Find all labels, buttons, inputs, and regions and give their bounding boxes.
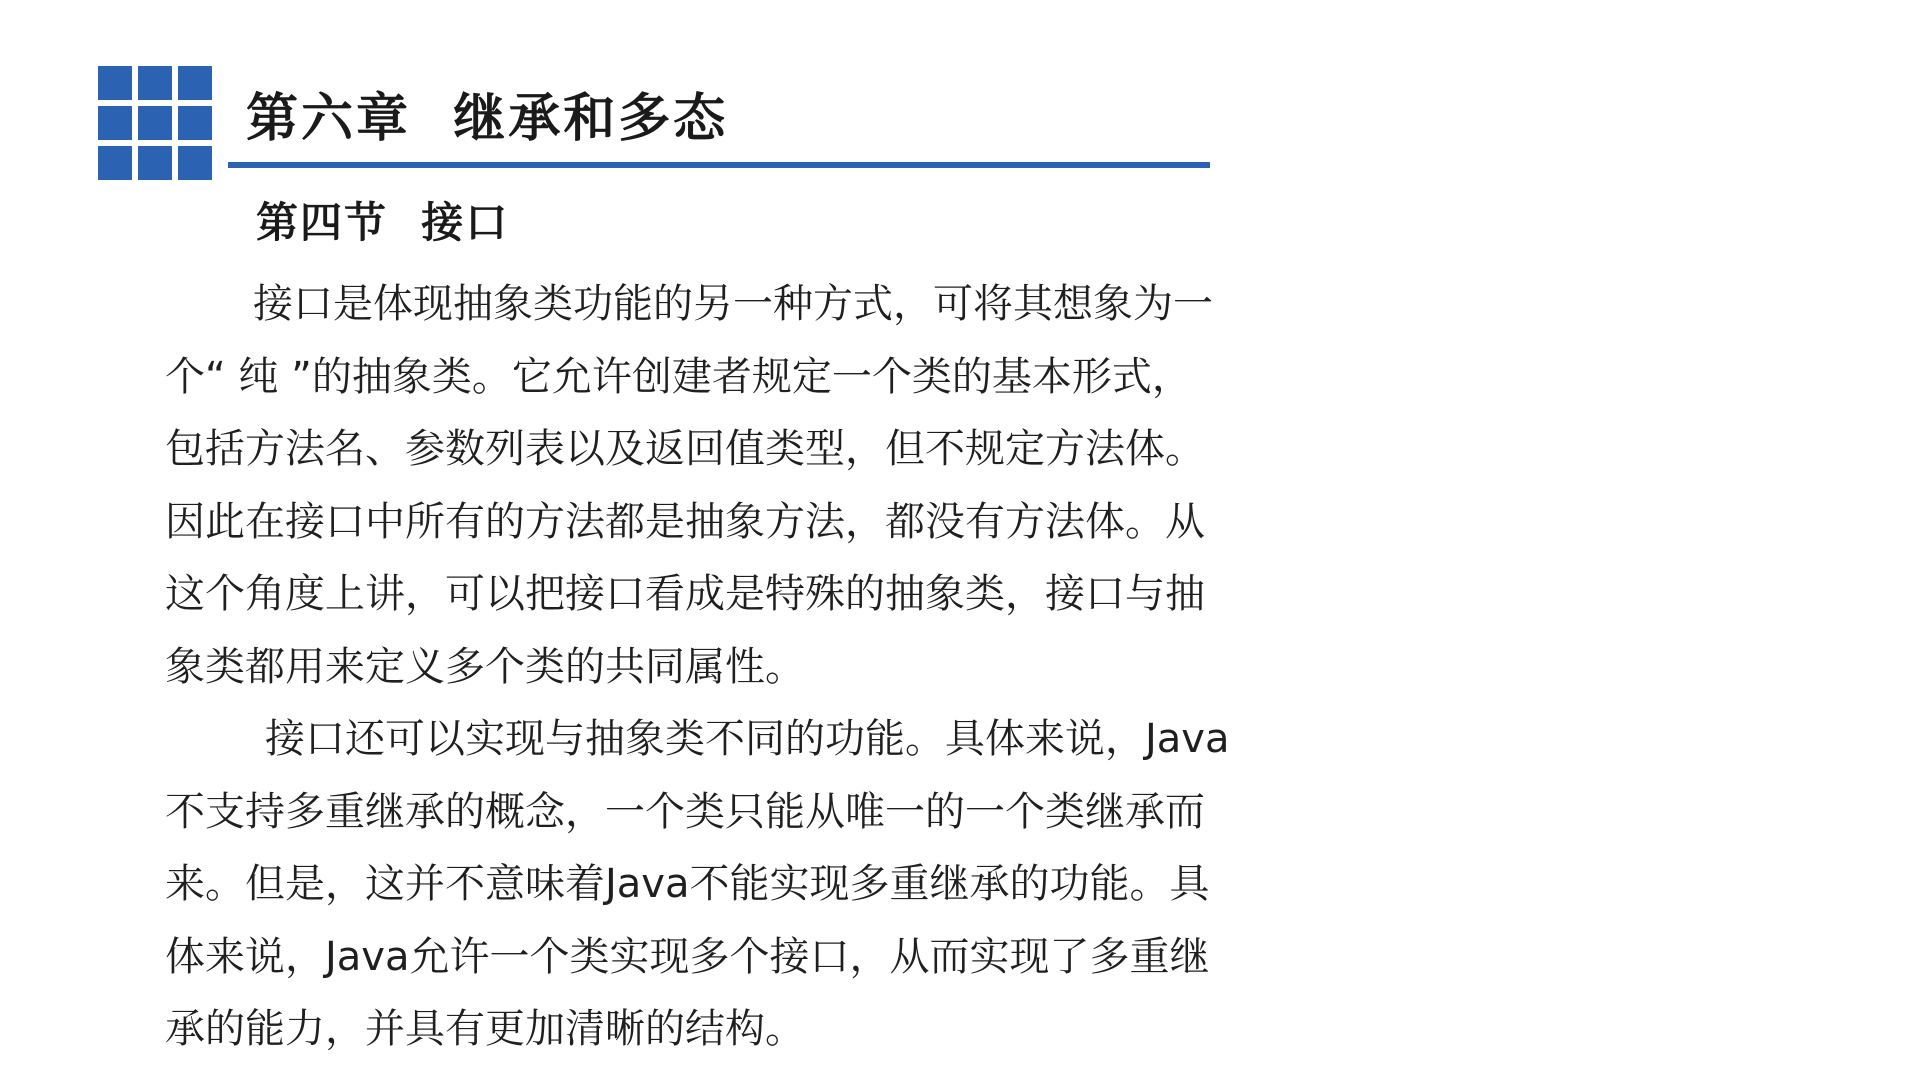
chapter-title: 第六章 继承和多态	[246, 89, 729, 149]
logo-cell	[138, 66, 172, 100]
title-underline	[228, 162, 1210, 168]
paragraph-1-line-4: 因此在接口中所有的方法都是抽象方法，都没有方法体。从	[165, 498, 1205, 545]
paragraph-1-line-3: 包括方法名、参数列表以及返回值类型，但不规定方法体。	[165, 426, 1205, 472]
logo-cell	[98, 66, 132, 100]
logo-cell	[98, 146, 132, 180]
paragraph-2-line-1: 接口还可以实现与抽象类不同的功能。具体来说，Java	[265, 716, 1230, 762]
paragraph-2-line-3: 来。但是，这并不意味着Java不能实现多重继承的功能。具	[165, 861, 1210, 907]
logo-cell	[178, 66, 212, 100]
body-text	[165, 268, 1295, 1066]
logo-cell	[138, 146, 172, 180]
paragraph-1-line-1: 接口是体现抽象类功能的另一种方式，可将其想象为一	[253, 281, 1213, 327]
logo-cell	[138, 106, 172, 140]
grid-logo-icon	[98, 66, 213, 181]
paragraph-1-line-2: 个“ 纯 ”的抽象类。它允许创建者规定一个类的基本形式，	[165, 353, 1192, 400]
paragraph-2-line-2: 不支持多重继承的概念，一个类只能从唯一的一个类继承而	[165, 788, 1205, 835]
paragraph-1-line-5: 这个角度上讲，可以把接口看成是特殊的抽象类，接口与抽	[165, 571, 1205, 617]
section-title: 第四节 接口	[256, 198, 510, 247]
logo-cell	[98, 106, 132, 140]
paragraph-2-line-5: 承的能力，并具有更加清晰的结构。	[165, 1006, 805, 1052]
logo-cell	[178, 106, 212, 140]
logo-cell	[178, 146, 212, 180]
paragraph-1-line-6: 象类都用来定义多个类的共同属性。	[165, 643, 805, 690]
paragraph-2-line-4: 体来说，Java允许一个类实现多个接口，从而实现了多重继	[165, 933, 1210, 980]
